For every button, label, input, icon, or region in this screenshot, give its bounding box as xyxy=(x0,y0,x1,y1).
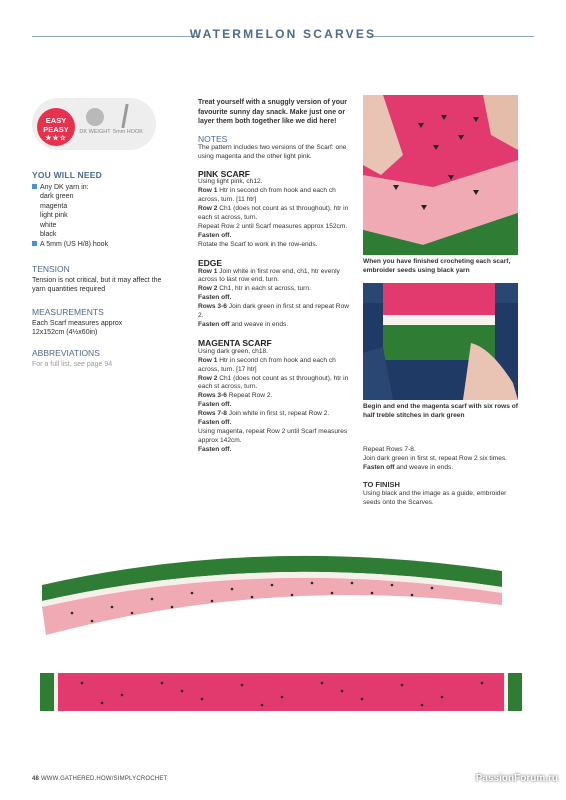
magenta-fasten2: Fasten off. xyxy=(198,419,232,427)
page-number: 48 xyxy=(32,776,40,782)
colour-item: black xyxy=(40,231,57,238)
difficulty-label: EASY PEASY xyxy=(43,116,69,134)
difficulty-badge xyxy=(37,108,75,146)
page-title: WATERMELON SCARVES xyxy=(189,27,377,41)
bullet-square-icon xyxy=(32,184,37,189)
magenta-fasten3: Fasten off. xyxy=(198,445,232,453)
scarves-photo xyxy=(32,555,532,745)
edge-weave: Fasten off and weave in ends. xyxy=(198,321,289,328)
caption-top: When you have finished crocheting each scarf, embroider seeds using black yarn xyxy=(363,258,511,274)
magenta-scarf-heading: MAGENTA SCARF xyxy=(198,337,272,348)
edge-row1: Row 1 Join white in first row end, ch1, htr evenly across to last row end, turn. xyxy=(198,267,340,284)
colour-item: light pink xyxy=(40,212,68,219)
photo-scarf-closeup-illustration xyxy=(363,283,518,400)
photo-scarf-closeup xyxy=(363,283,518,400)
colour-item: white xyxy=(40,221,57,229)
continued-fasten-rest: and weave in ends. xyxy=(394,463,454,471)
edge-row2: Row 2 Ch1, htr in each st across, turn. xyxy=(198,285,311,293)
difficulty-stars: ★★☆ xyxy=(45,135,67,142)
pink-scarf-heading: PINK SCARF xyxy=(198,168,250,179)
edge-rows36: Rows 3-6 Join dark green in first st and repeat Row 2. xyxy=(198,303,349,320)
hook-size-caption: 5mm HOOK xyxy=(113,129,143,135)
measurements-text: Each Scarf measures approx 12x152cm (4½x60in) xyxy=(32,319,123,336)
yarn-ball-icon xyxy=(86,108,104,126)
edge-fasten: Fasten off. xyxy=(198,294,232,302)
you-will-need-section xyxy=(32,171,172,249)
intro-text: Treat yourself with a snuggly version of your favourite sunny day snack. Make just one or layer them both together like we did here! xyxy=(198,99,347,126)
pink-line1: Using light pink, ch12. xyxy=(198,178,263,186)
edge-heading: EDGE xyxy=(198,257,223,268)
abbreviations-heading: ABBREVIATIONS xyxy=(32,348,100,358)
pink-row1: Row 1 Htr in second ch from hook and each ch across, turn. [11 htr] xyxy=(198,187,336,204)
abbreviations-text: For a full list, see page 94 xyxy=(32,360,113,368)
page-footer xyxy=(32,776,167,782)
magenta-rows36: Rows 3-6 Repeat Row 2. xyxy=(198,392,273,400)
tension-text: Tension is not critical, but it may affect the yarn quantities required xyxy=(32,276,162,293)
abbreviations-section xyxy=(32,349,172,369)
magenta-row2: Row 2 Ch1 (does not count as st throughout), htr in each st across, turn. xyxy=(198,374,349,391)
tension-section xyxy=(32,265,172,295)
notes-text: The pattern includes two versions of the Scarf: one using magenta and the other light pink. xyxy=(198,143,347,160)
bullet-square-icon xyxy=(32,241,37,246)
pink-fasten: Fasten off. xyxy=(198,231,232,239)
pink-repeat: Repeat Row 2 until Scarf measures approx 152cm. xyxy=(198,222,348,230)
colour-item: dark green xyxy=(40,193,74,200)
you-will-need-heading: YOU WILL NEED xyxy=(32,170,102,180)
colour-item: magenta xyxy=(40,202,68,210)
photo-scarf-worn-illustration xyxy=(363,95,518,255)
magenta-fasten1: Fasten off. xyxy=(198,401,232,409)
photo-scarf-worn xyxy=(363,95,518,255)
yarn-intro: Any DK yarn in: xyxy=(40,183,89,191)
watermark: PassionForum.ru xyxy=(475,773,558,784)
crochet-hook-icon xyxy=(119,104,131,128)
pattern-column xyxy=(198,98,356,455)
to-finish-text: Using black and the image as a guide, embroider seeds onto the Scarves. xyxy=(363,489,507,506)
magenta-line1: Using dark green, ch18. xyxy=(198,347,269,355)
continued-fasten: Fasten off xyxy=(363,463,395,471)
footer-url[interactable]: WWW.GATHERED.HOW/SIMPLYCROCHET xyxy=(39,776,168,782)
caption-bottom: Begin and end the magenta scarf with six rows of half treble stitches in dark green xyxy=(363,403,518,419)
pink-rotate: Rotate the Scarf to work in the row-ends. xyxy=(198,240,318,248)
measurements-heading: MEASUREMENTS xyxy=(32,307,104,317)
magenta-rows78: Rows 7-8 Join white in first st, repeat Row 2. xyxy=(198,410,330,418)
to-finish-heading: TO FINISH xyxy=(363,479,400,489)
notes-heading: NOTES xyxy=(198,133,228,144)
yarn-weight-caption: DK WEIGHT xyxy=(79,129,111,135)
measurements-section xyxy=(32,308,172,338)
magenta-repeat: Using magenta, repeat Row 2 until Scarf measures approx 142cm. xyxy=(198,427,348,444)
pink-row2: Row 2 Ch1 (does not count as st throughout), htr in each st across, turn. xyxy=(198,205,349,222)
hook-item: A 5mm (US H/8) hook xyxy=(40,240,109,248)
continued-section xyxy=(363,446,521,507)
magenta-row1: Row 1 Htr in second ch from hook and each ch across, turn. [17 htr] xyxy=(198,356,336,373)
tension-heading: TENSION xyxy=(32,264,70,274)
continued-line1: Repeat Rows 7-8. xyxy=(363,446,416,453)
continued-line2: Join dark green in first st, repeat Row 2 six times. xyxy=(363,454,508,462)
